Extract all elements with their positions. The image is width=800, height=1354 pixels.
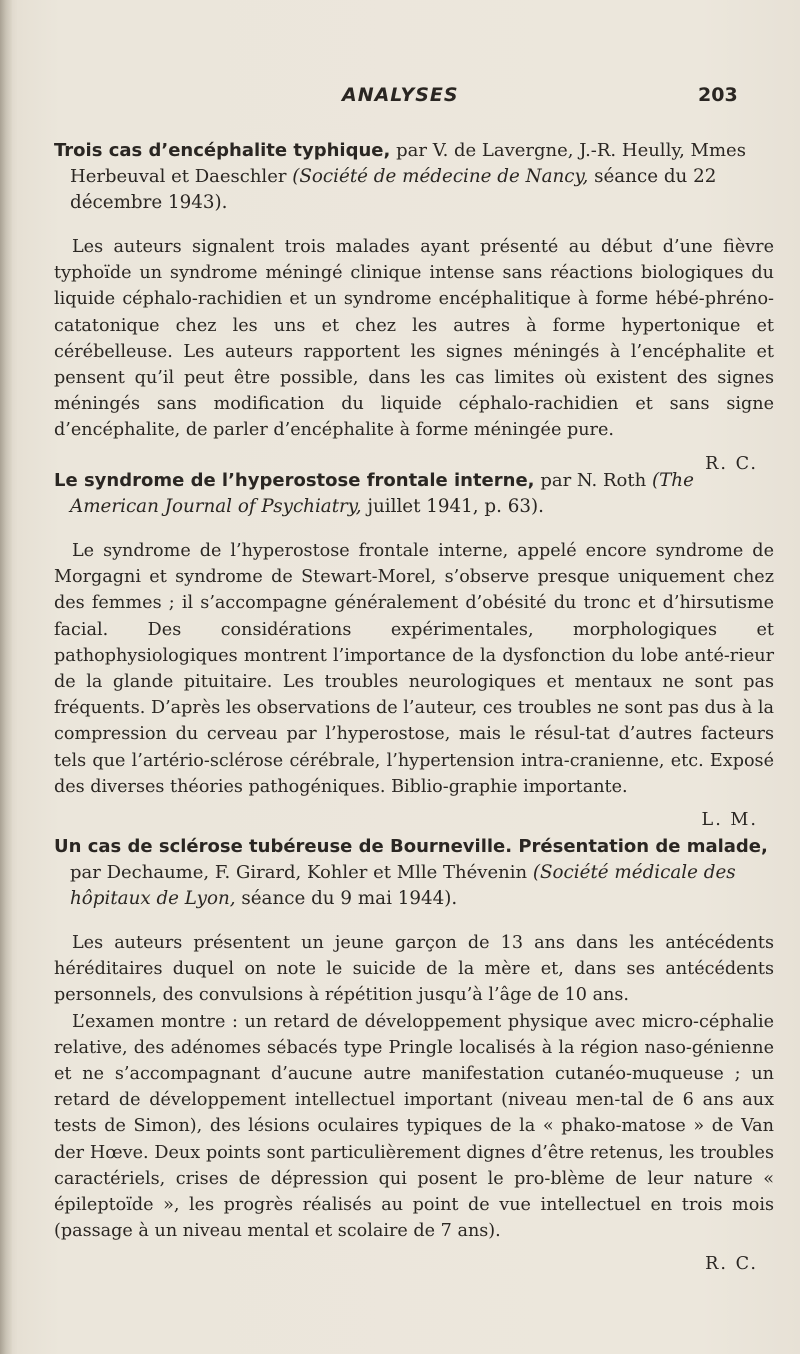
running-header [0, 84, 800, 114]
article-1-source: (Société de médecine de Nancy, [292, 166, 589, 187]
article-2-source: (The American Journal of Psychiatry, [70, 470, 694, 517]
article-3-paragraph-2: L’examen montre : un retard de développement physique avec micro-céphalie relative, des adénomes sébacés type Pringle localisés à la région naso-génienne et ne s’accompagnant d’aucune autre manifestation cutanéo-muqueuse ; un retard de développement intellectuel important (niveau men-tal de 6 ans aux tests de Simon), des lésions oculaires typiques de la « phako-matose » de Van der Hœve. Deux points sont particulièrement dignes d’être retenus, les troubles caractériels, crises de dépression qui posent le pro-blème de leur nature « épileptoïde », les progrès réalisés au point de vue intellectuel en trois mois (passage à un niveau mental et scolaire de 7 ans). [54, 1011, 774, 1242]
page-binding-shadow [0, 0, 12, 1354]
article-2-body [54, 538, 774, 800]
article-3-paragraph-1: Les auteurs présentent un jeune garçon de 13 ans dans les antécédents héréditaires duquel on note le suicide de la mère et, dans ses antécédents personnels, des convulsions à répétition jusqu’à l’âge de 10 ans. [54, 933, 774, 1006]
article-1-body [54, 234, 774, 444]
article-2-title: Le syndrome de l’hyperostose frontale interne, [54, 470, 535, 491]
article-1-authors: par V. de Lavergne, J.-R. Heully, Mmes Herbeuval et Daeschler [70, 140, 746, 187]
article-2-signature: L. M. [701, 810, 758, 831]
article-2-session: juillet 1941, p. 63). [367, 496, 544, 517]
article-1-signature: R. C. [705, 453, 758, 474]
article-3-title: Un cas de sclérose tubéreuse de Bourneville. Présentation de malade, [54, 836, 768, 857]
article-3-source: (Société médicale des hôpitaux de Lyon, [70, 862, 736, 909]
page-number: 203 [698, 84, 738, 106]
article-3-session: séance du 9 mai 1944). [241, 888, 458, 909]
running-title: ANALYSES [342, 84, 459, 106]
article-1-paragraph-1: Les auteurs signalent trois malades ayant présenté au début d’une fièvre typhoïde un syndrome méningé clinique intense sans réactions biologiques du liquide céphalo-rachidien et un syndrome encéphalitique à forme hébé-phréno-catatonique chez les uns et chez les autres à forme hypertonique et cérébelleuse. Les auteurs rapportent les signes méningés à l’encéphalite et pensent qu’il peut être possible, dans les cas limites où existent des signes méningés sans modification du liquide céphalo-rachidien et sans signe d’encéphalite, de parler d’encéphalite à forme méningée pure. [54, 237, 774, 441]
article-3-authors: par Dechaume, F. Girard, Kohler et Mlle Thévenin [70, 862, 528, 883]
article-3-heading [54, 834, 774, 912]
article-1 [54, 138, 774, 474]
article-1-title: Trois cas d’encéphalite typhique, [54, 140, 391, 161]
article-1-heading [54, 138, 774, 216]
article-2 [54, 468, 774, 830]
article-1-session: séance du 22 décembre 1943). [70, 166, 717, 213]
article-2-authors: par N. Roth [540, 470, 647, 491]
article-2-heading [54, 468, 774, 520]
article-2-paragraph-1: Le syndrome de l’hyperostose frontale interne, appelé encore syndrome de Morgagni et syndrome de Stewart-Morel, s’observe presque uniquement chez des femmes ; il s’accompagne généralement d’obésité du tronc et d’hirsutisme facial. Des considérations expérimentales, morphologiques et pathophysiologiques montrent l’importance de la dysfonction du lobe anté-rieur de la glande pituitaire. Les troubles neurologiques et mentaux ne sont pas fréquents. D’après les observations de l’auteur, ces troubles ne sont pas dus à la compression du cerveau par l’hyperostose, mais le résul-tat d’autres facteurs tels que l’artério-sclérose cérébrale, l’hypertension intra-cranienne, etc. Exposé des diverses théories pathogéniques. Biblio-graphie importante. [54, 541, 774, 797]
article-3-signature: R. C. [705, 1254, 758, 1275]
article-3 [54, 834, 774, 1274]
article-3-body [54, 930, 774, 1244]
